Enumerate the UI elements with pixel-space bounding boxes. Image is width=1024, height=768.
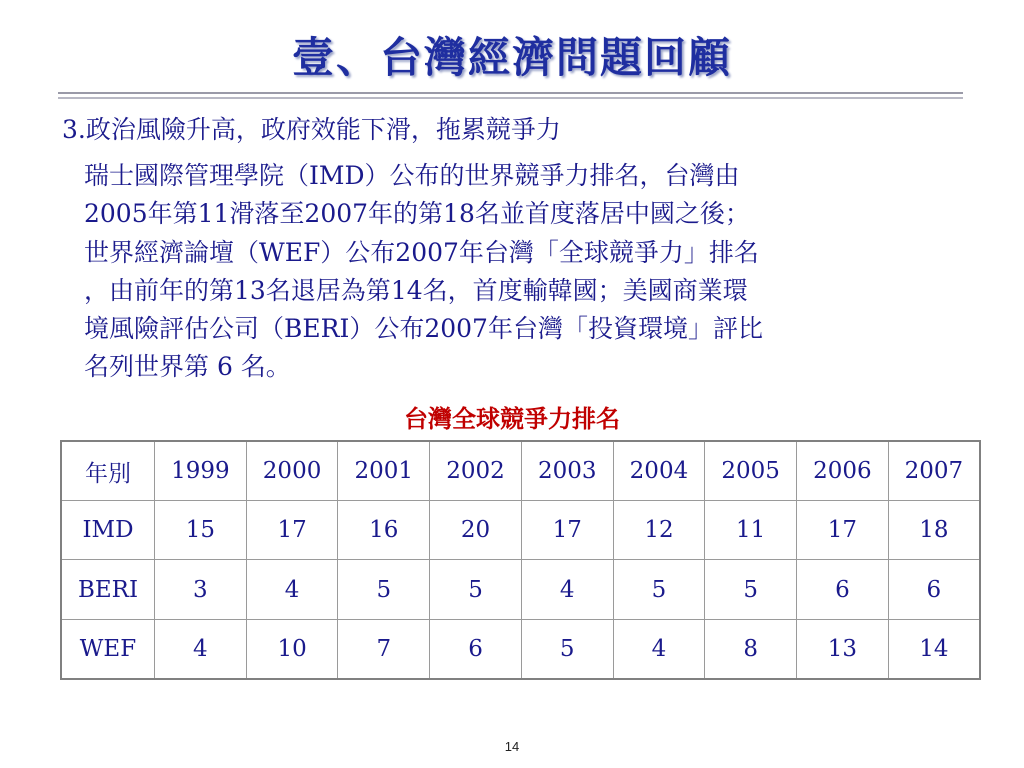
table-cell: 3 <box>155 560 247 619</box>
table-cell: 5 <box>613 560 705 619</box>
table-cell: 5 <box>705 560 797 619</box>
table-cell: 5 <box>521 619 613 679</box>
body-line: 2005年第11滑落至2007年的第18名並首度落居中國之後； <box>84 199 750 229</box>
table-cell: 13 <box>797 619 889 679</box>
table-caption: 台灣全球競爭力排名 <box>404 404 620 433</box>
table-cell: 17 <box>521 501 613 560</box>
competitiveness-ranking-table <box>60 440 981 680</box>
table-cell: 6 <box>888 560 980 619</box>
table-header-row <box>61 441 980 501</box>
row-label-beri: BERI <box>61 560 155 619</box>
table-cell: 17 <box>797 501 889 560</box>
table-cell: 10 <box>246 619 338 679</box>
table-row-beri <box>61 560 980 619</box>
table-row-wef <box>61 619 980 679</box>
body-line: 名列世界第 6 名。 <box>84 352 291 382</box>
header-cell-year: 2002 <box>430 441 522 501</box>
body-line: 世界經濟論壇（WEF）公布2007年台灣「全球競爭力」排名 <box>84 237 759 267</box>
table-cell: 11 <box>705 501 797 560</box>
table-cell: 16 <box>338 501 430 560</box>
header-cell-year: 2000 <box>246 441 338 501</box>
body-line: ，由前年的第13名退居為第14名，首度輸韓國；美國商業環 <box>84 275 748 305</box>
row-label-wef: WEF <box>61 619 155 679</box>
table-cell: 14 <box>888 619 980 679</box>
table-cell: 8 <box>705 619 797 679</box>
header-cell-year-label: 年別 <box>61 441 155 501</box>
header-cell-year: 1999 <box>155 441 247 501</box>
header-cell-year: 2005 <box>705 441 797 501</box>
table-cell: 15 <box>155 501 247 560</box>
title-divider-secondary <box>58 97 963 99</box>
body-line: 瑞士國際管理學院（IMD）公布的世界競爭力排名，台灣由 <box>84 161 740 190</box>
body-paragraph <box>84 157 974 387</box>
header-cell-year: 2003 <box>521 441 613 501</box>
table-cell: 17 <box>246 501 338 560</box>
table-cell: 4 <box>613 619 705 679</box>
table-cell: 18 <box>888 501 980 560</box>
table-cell: 12 <box>613 501 705 560</box>
table-cell: 4 <box>155 619 247 679</box>
header-cell-year: 2006 <box>797 441 889 501</box>
table-cell: 5 <box>338 560 430 619</box>
slide-title: 壹、台灣經濟問題回顧 <box>291 33 732 82</box>
header-cell-year: 2001 <box>338 441 430 501</box>
title-divider <box>58 92 963 94</box>
table-cell: 6 <box>797 560 889 619</box>
row-label-imd: IMD <box>61 501 155 560</box>
table-cell: 7 <box>338 619 430 679</box>
page-number: 14 <box>504 739 520 754</box>
table-cell: 4 <box>521 560 613 619</box>
point-heading: 3.政治風險升高，政府效能下滑，拖累競爭力 <box>62 115 561 144</box>
table-cell: 6 <box>430 619 522 679</box>
header-cell-year: 2004 <box>613 441 705 501</box>
header-cell-year: 2007 <box>888 441 980 501</box>
table-cell: 20 <box>430 501 522 560</box>
body-line: 境風險評估公司（BERI）公布2007年台灣「投資環境」評比 <box>84 314 763 344</box>
table-cell: 5 <box>430 560 522 619</box>
table-cell: 4 <box>246 560 338 619</box>
table-row-imd <box>61 501 980 560</box>
